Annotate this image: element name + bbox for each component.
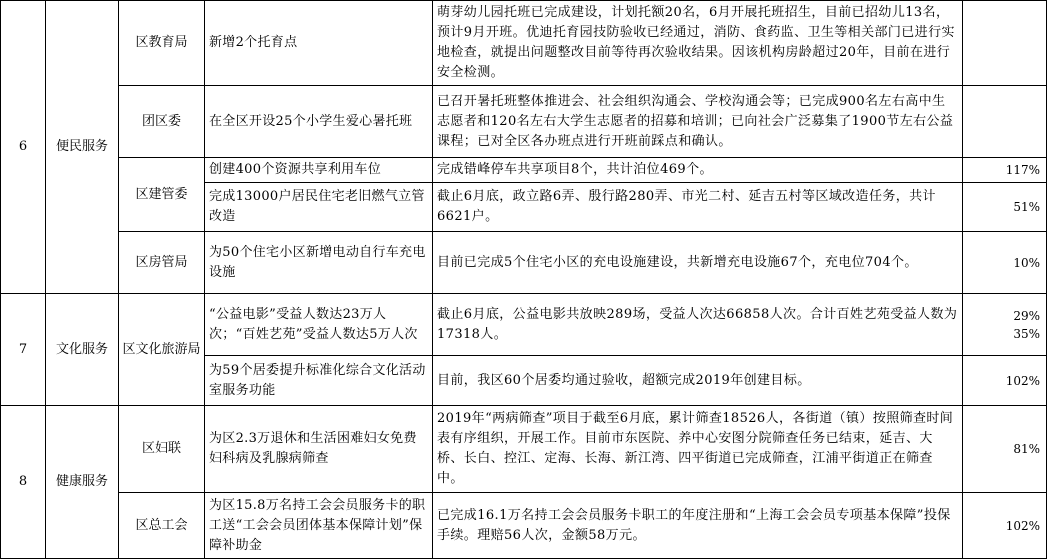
task-description: 在全区开设25个小学生爱心暑托班 — [205, 86, 433, 158]
completion-rate — [963, 294, 1047, 356]
table-row — [1, 406, 1047, 493]
task-description: 新增2个托育点 — [205, 1, 433, 86]
progress-description: 萌芽幼儿园托班已完成建设，计划托额20名，6月开展托班招生，目前已招幼儿13名，预计9月开班。优迪托育园技防验收已经通过，消防、食药监、卫生等相关部门已进行实地检查，就提出问题整改目前等待再次验收结果。因该机构房龄超过20年，目前在进行安全检测。 — [433, 1, 963, 86]
completion-rate: 102% — [963, 493, 1047, 559]
completion-rate — [963, 1, 1047, 86]
department: 区总工会 — [119, 493, 205, 559]
progress-description: 截止6月底，政立路6弄、殷行路280弄、市光二村、延吉五村等区域改造任务，共计6621户。 — [433, 183, 963, 232]
table-row — [1, 86, 1047, 158]
row-number: 7 — [1, 294, 46, 406]
progress-description: 已完成16.1万名持工会会员服务卡职工的年度注册和“上海工会会员专项基本保障”投保手续。理赔56人次，金额58万元。 — [433, 493, 963, 559]
completion-rate: 117% — [963, 158, 1047, 183]
table-row — [1, 158, 1047, 183]
department: 区妇联 — [119, 406, 205, 493]
progress-description: 已召开暑托班整体推进会、社会组织沟通会、学校沟通会等；已完成900名左右高中生志愿者和120名左右大学生志愿者的招募和培训；已向社会广泛募集了1900节左右公益课程；已对全区各办班点进行开班前踩点和确认。 — [433, 86, 963, 158]
completion-rate: 81% — [963, 406, 1047, 493]
task-description: 为区15.8万名持工会会员服务卡的职工送“工会会员团体基本保障计划”保障补助金 — [205, 493, 433, 559]
service-category: 便民服务 — [46, 1, 119, 294]
completion-rate: 51% — [963, 183, 1047, 232]
department: 区文化旅游局 — [119, 294, 205, 406]
table-row — [1, 1, 1047, 86]
task-description: “公益电影”受益人数达23万人次；“百姓艺苑”受益人数达5万人次 — [205, 294, 433, 356]
service-category: 文化服务 — [46, 294, 119, 406]
progress-description: 2019年“两病筛查”项目于截至6月底，累计筛查18526人，各街道（镇）按照筛查时间表有序组织，开展工作。目前市东医院、养中心安图分院筛查任务已结束，延吉、大桥、长白、控江、定海、长海、新江湾、四平街道已完成筛查，江浦平街道正在筛查中。 — [433, 406, 963, 493]
task-description: 为区2.3万退休和生活困难妇女免费妇科病及乳腺病筛查 — [205, 406, 433, 493]
completion-rate-film: 29% — [1013, 308, 1040, 323]
department: 区建管委 — [119, 158, 205, 232]
completion-rate: 10% — [963, 232, 1047, 294]
progress-description: 目前，我区60个居委均通过验收，超额完成2019年创建目标。 — [433, 356, 963, 406]
progress-description: 完成错峰停车共享项目8个，共计泊位469个。 — [433, 158, 963, 183]
task-description: 为59个居委提升标准化综合文化活动室服务功能 — [205, 356, 433, 406]
department: 区房管局 — [119, 232, 205, 294]
row-number: 8 — [1, 406, 46, 559]
table-row — [1, 294, 1047, 356]
table-row — [1, 232, 1047, 294]
task-description: 创建400个资源共享利用车位 — [205, 158, 433, 183]
row-number: 6 — [1, 1, 46, 294]
department: 区教育局 — [119, 1, 205, 86]
table-row — [1, 493, 1047, 559]
department: 团区委 — [119, 86, 205, 158]
progress-description: 截止6月底，公益电影共放映289场，受益人次达66858人次。合计百姓艺苑受益人数为17318人。 — [433, 294, 963, 356]
completion-rate-art: 35% — [1013, 326, 1040, 341]
task-description: 为50个住宅小区新增电动自行车充电设施 — [205, 232, 433, 294]
completion-rate: 102% — [963, 356, 1047, 406]
completion-rate — [963, 86, 1047, 158]
progress-description: 目前已完成5个住宅小区的充电设施建设，共新增充电设施67个，充电位704个。 — [433, 232, 963, 294]
service-category: 健康服务 — [46, 406, 119, 559]
task-description: 完成13000户居民住宅老旧燃气立管改造 — [205, 183, 433, 232]
